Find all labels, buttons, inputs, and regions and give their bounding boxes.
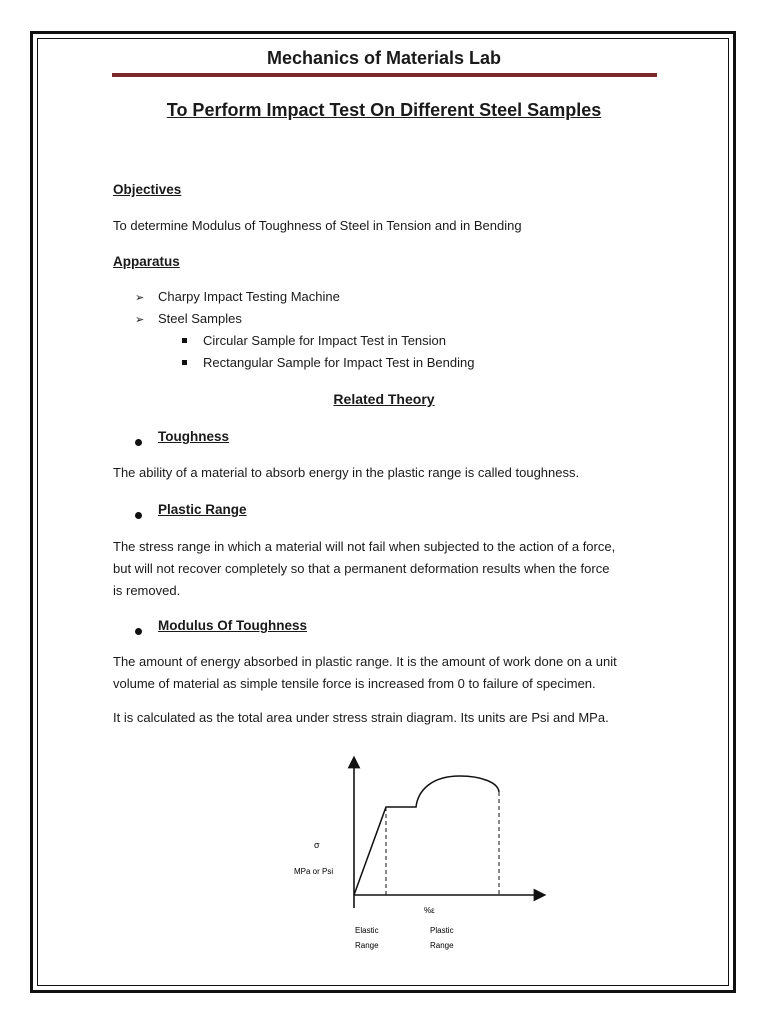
stress-strain-curve: [354, 776, 499, 895]
square-bullet-icon: [182, 360, 187, 365]
header-rule: [112, 73, 657, 77]
apparatus-item-machine: Charpy Impact Testing Machine: [158, 289, 340, 304]
subitem-circular: Circular Sample for Impact Test in Tension: [203, 333, 447, 348]
y-unit-label: MPa or Psi: [294, 867, 334, 876]
objectives-heading: Objectives: [113, 182, 182, 197]
toughness-text: The ability of a material to absorb energy in the plastic range is called toughness.: [113, 465, 580, 480]
modulus-line-2: volume of material as simple tensile force is increased from 0 to failure of specimen.: [113, 676, 596, 691]
modulus-calc: It is calculated as the total area under stress strain diagram. Its units are Psi and MPa.: [113, 710, 609, 725]
stress-strain-diagram: [270, 750, 560, 960]
toughness-term: Toughness: [158, 429, 230, 444]
elastic-label-1: Elastic: [355, 926, 379, 935]
objectives-text: To determine Modulus of Toughness of Steel in Tension and in Bending: [113, 218, 522, 233]
subitem-rectangular: Rectangular Sample for Impact Test in Bending: [203, 355, 475, 370]
bullet-icon: [135, 433, 142, 451]
plastic-label-2: Range: [430, 941, 454, 950]
plastic-range-line-3: is removed.: [113, 583, 181, 598]
bullet-icon: [135, 622, 142, 640]
modulus-term: Modulus Of Toughness: [158, 618, 307, 633]
sigma-label: σ: [314, 840, 320, 850]
theory-heading: Related Theory: [333, 391, 435, 407]
apparatus-heading: Apparatus: [113, 254, 180, 269]
modulus-line-1: The amount of energy absorbed in plastic range. It is the amount of work done on a unit: [113, 654, 617, 669]
header-title: Mechanics of Materials Lab: [266, 48, 502, 68]
plastic-range-line-1: The stress range in which a material will not fail when subjected to the action of a force,: [113, 539, 616, 554]
plastic-range-line-2: but will not recover completely so that a permanent deformation results when the force: [113, 561, 610, 576]
list-item: [135, 311, 242, 326]
elastic-label-2: Range: [355, 941, 379, 950]
document-title: To Perform Impact Test On Different Steel Samples: [166, 100, 602, 120]
bullet-icon: [135, 506, 142, 524]
plastic-label-1: Plastic: [430, 926, 454, 935]
plastic-range-term: Plastic Range: [158, 502, 247, 517]
x-axis-label: %ε: [424, 906, 435, 915]
apparatus-item-samples: Steel Samples: [158, 311, 242, 326]
arrow-bullet-icon: ➢: [135, 314, 145, 326]
list-item: [135, 289, 340, 304]
arrow-bullet-icon: ➢: [135, 292, 145, 304]
square-bullet-icon: [182, 338, 187, 343]
